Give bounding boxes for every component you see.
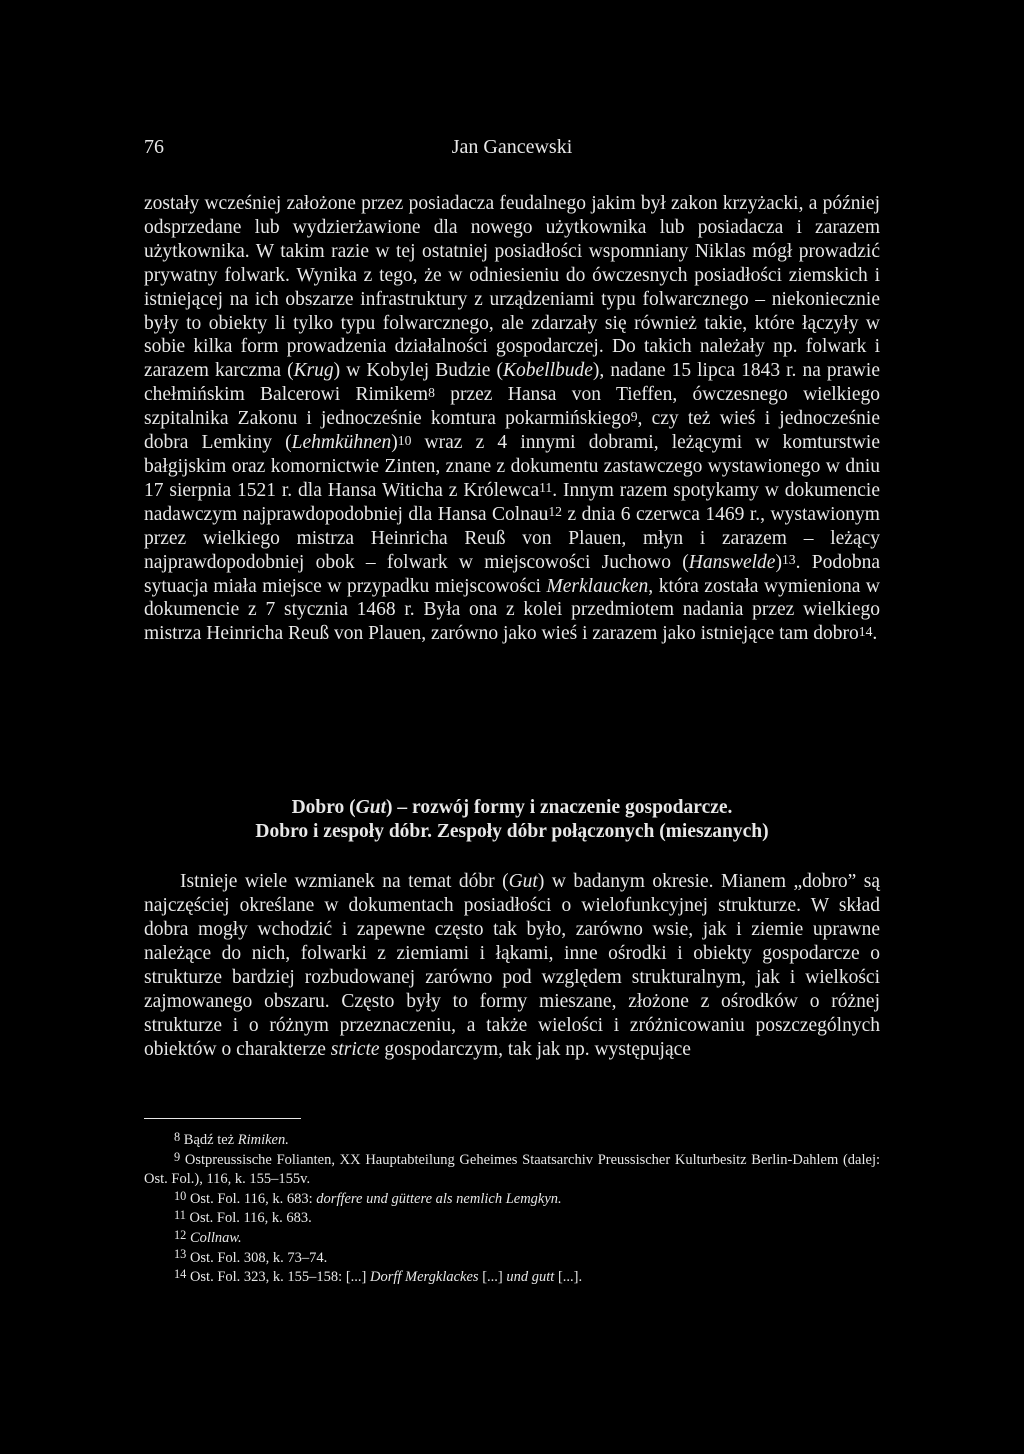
footnote-ref[interactable]: 13 bbox=[781, 552, 796, 568]
footnote-10: $^{10}$ Ost. Fol. 116, k. 683: dorffere und güttere als nemlich Lemgkyn. bbox=[174, 1188, 562, 1207]
text-run: gospodarczym, tak jak np. występujące bbox=[379, 1039, 691, 1060]
text-run: . bbox=[872, 623, 878, 645]
text-run: ) bbox=[391, 432, 398, 454]
text-run: . Innym razem spotykamy w dokumencie nadawczym najprawdopodobniej dla Hansa Colnau bbox=[144, 479, 880, 525]
footnote-8: $^8$ Bądź też Rimiken. bbox=[174, 1129, 289, 1148]
footnote-ref[interactable]: 8 bbox=[428, 384, 435, 400]
footnote-ref[interactable]: 11 bbox=[539, 480, 553, 496]
italic-term: Hanswelde bbox=[688, 551, 776, 573]
running-head-author: Jan Gancewski bbox=[451, 136, 573, 158]
italic-term: Kobellbude bbox=[503, 360, 593, 382]
text-run: wraz z 4 innymi dobrami, leżącymi w komturstwie bałgijskim oraz komornictwie Zinten, znane z dokumentu zastawczego wystawionego w dniu 17 sierpnia 1521 r. dla Hansa Witicha z Królewca bbox=[144, 432, 880, 501]
page-number: 76 bbox=[144, 136, 164, 158]
italic-term: Krug bbox=[293, 360, 334, 382]
text-run: , czy też wieś i jednocześnie dobra Lemkiny ( bbox=[144, 408, 880, 454]
heading-line-1: Dobro (Gut) – rozwój formy i znaczenie gospodarcze. bbox=[291, 797, 733, 818]
text-run: ) bbox=[775, 551, 782, 573]
text-run: ), nadane 15 lipca 1843 r. na prawie chełmińskim Balcerowi Rimikem bbox=[144, 360, 880, 406]
footnote-ref[interactable]: 9 bbox=[630, 408, 638, 424]
footnote-separator bbox=[144, 1118, 301, 1119]
text-run: przez Hansa von Tieffen, ówczesnego wielkiego szpitalnika Zakonu i jednocześnie komtura pokarmińskiego bbox=[144, 384, 880, 430]
footnote-ref[interactable]: 12 bbox=[548, 504, 562, 520]
text-run: ) w badanym okresie. Mianem „dobro” są najczęściej określane w dokumentach posiadłości o wielofunkcyjnej strukturze. W skład dobra mogły wchodzić i zapewne często tak było, zarówno wsie, jak i ziemie uprawne należące do nich, folwarki z ziemiami i łąkami, inne ośrodki i obiekty gospodarcze o strukturze bardziej rozbudowanej zarówno pod względem strukturalnym, jak i wielkości zajmowanego obszaru. Często były to formy mieszane, złożone z ośrodków o różnej strukturze i o różnym przeznaczeniu, a także wielości i zróżnicowaniu poszczególnych obiektów o charakterze bbox=[144, 871, 880, 1060]
text-run: zostały wcześniej założone przez posiadacza feudalnego jakim był zakon krzyżacki, a później odsprzedane lub wydzierżawione dla nowego użytkownika lub posiadacza i zarazem użytkownika. W takim razie w tej ostatniej posiadłości wspomniany Niklas mógł prowadzić prywatny folwark. Wynika z tego, że w odniesieniu do ówczesnych posiadłości ziemskich i istniejącej na ich obszarze infrastruktury z urządzeniami typu folwarcznego – niekoniecznie były to obiekty li tylko typu folwarcznego, ale zdarzały się również takie, które łączyły w sobie kilka form prowadzenia działalności gospodarczej. Do takich należały np. folwark i zarazem karczma ( bbox=[144, 193, 880, 382]
footnotes bbox=[144, 1131, 880, 1288]
text-run: , która została wymieniona w dokumencie z 7 stycznia 1468 r. Była ona z kolei przedmiotem nadania przez wielkiego mistrza Heinricha Reuß von Plauen, zarówno jako wieś i zarazem jako istniejące tam dobro bbox=[144, 575, 880, 645]
paragraph-2 bbox=[144, 870, 880, 1062]
footnote-11: $^{11}$ Ost. Fol. 116, k. 683. bbox=[174, 1208, 312, 1227]
italic-term: Gut bbox=[508, 871, 538, 892]
footnote-ref[interactable]: 14 bbox=[858, 623, 873, 639]
italic-term: Merklaucken bbox=[546, 575, 649, 597]
text-run: z dnia 6 czerwca 1469 r., wystawionym przez wielkiego mistrza Heinricha Reuß von Plauen, młyn i zarazem – leżący najprawdopodobniej obok – folwark w miejscowości Juchowo ( bbox=[144, 503, 880, 573]
text-run: . Podobna sytuacja miała miejsce w przypadku miejscowości bbox=[144, 551, 881, 597]
paragraph-1 bbox=[144, 192, 880, 646]
section-heading bbox=[144, 796, 880, 844]
page-header bbox=[144, 136, 880, 162]
footnote-13: $^{13}$ Ost. Fol. 308, k. 73–74. bbox=[174, 1247, 328, 1266]
heading-line-2: Dobro i zespoły dóbr. Zespoły dóbr połączonych (mieszanych) bbox=[255, 821, 769, 842]
footnote-9: $^9$ Ostpreussische Folianten, XX Hauptabteilung Geheimes Staatsarchiv Preussischer Kulturbesitz Berlin-Dahlem (dalej: Ost. Fol.), 116, k. 155–155v. bbox=[144, 1149, 881, 1188]
footnote-ref[interactable]: 10 bbox=[397, 432, 412, 448]
footnote-12: $^{12}$ Collnaw. bbox=[174, 1227, 242, 1246]
text-run: Istnieje wiele wzmianek na temat dóbr ( bbox=[180, 871, 509, 892]
italic-term: stricte bbox=[330, 1039, 380, 1060]
italic-term: Lehmkühnen bbox=[291, 432, 392, 454]
footnote-14: $^{14}$ Ost. Fol. 323, k. 155–158: [...] Dorff Mergklackes [...] und gutt [...]. bbox=[174, 1267, 583, 1286]
text-run: ) w Kobylej Budzie ( bbox=[333, 360, 503, 382]
